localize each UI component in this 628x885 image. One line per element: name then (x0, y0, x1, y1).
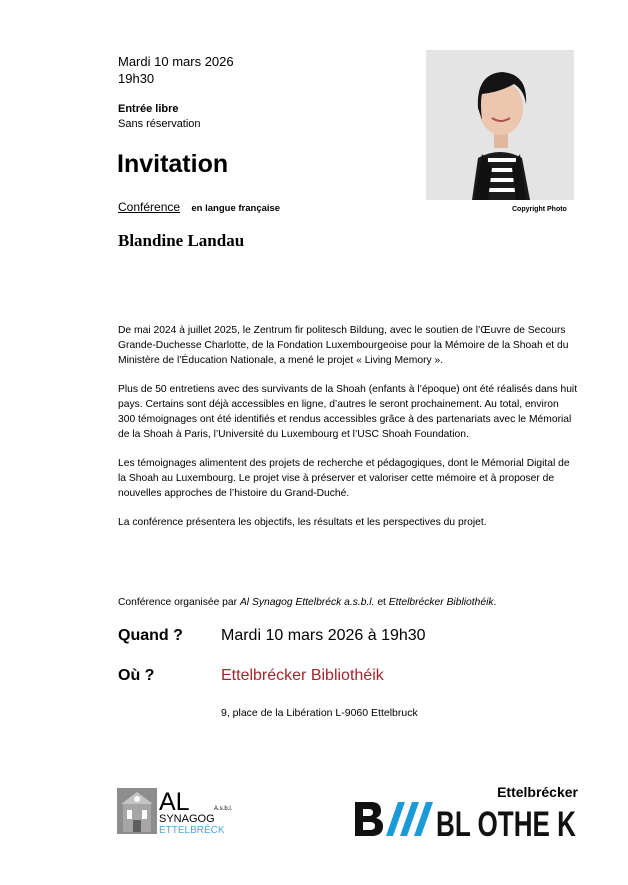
event-date: Mardi 10 mars 2026 (118, 54, 234, 69)
paragraph-4: La conférence présentera les objectifs, les résultats et les perspectives du projet. (118, 517, 487, 529)
speaker-name: Blandine Landau (118, 231, 245, 250)
when-value: Mardi 10 mars 2026 à 19h30 (221, 627, 426, 644)
conference-line (118, 200, 280, 214)
organizer-2: Ettelbrécker Bibliothéik (388, 597, 494, 608)
logo-bib-top-text: Ettelbrécker (497, 784, 578, 800)
logo-asbl-text: A.s.b.l. (214, 806, 233, 812)
entry-info (118, 102, 201, 132)
entry-label: Entrée libre (118, 103, 179, 115)
synagog-logo (117, 786, 233, 836)
reservation-label: Sans réservation (118, 118, 201, 130)
event-time: 19h30 (118, 71, 155, 86)
organizer-1: Al Synagog Ettelbréck a.s.b.l. (239, 597, 375, 608)
paragraph-2: Plus de 50 entretiens avec des survivants de la Shoah (enfants à l’époque) ont été réalisés dans huit pays. Certains sont déjà accessibles en ligne, d’autres le seront prochainement. Au total, environ 300 témoignages ont été identifiés et rendus accessibles grâce à des partenariats avec le Mémorial de la Shoah à Paris, l’Université du Luxembourg et l’USC Shoah Foundation. (118, 384, 578, 440)
venue-address: 9, place de la Libération L-9060 Ettelbruck (221, 707, 418, 719)
organizer-suffix: . (493, 597, 497, 608)
where-value: Ettelbrécker Bibliothéik (221, 667, 384, 684)
event-datetime (118, 53, 234, 87)
conference-language: en langue française (191, 203, 281, 214)
photo-credit: Copyright Photo (512, 206, 567, 213)
logo-bib-word-text: BL OTHE K (436, 805, 576, 844)
conference-label: Conférence (118, 200, 181, 214)
when-label: Quand ? (118, 627, 183, 644)
bibliothek-logo (352, 784, 580, 844)
logo-town-text: ETTELBRÉCK (159, 825, 225, 836)
speaker-photo (426, 50, 574, 200)
body-text (118, 324, 578, 546)
organizer-prefix: Conférence organisée par (118, 597, 240, 608)
where-label: Où ? (118, 667, 155, 684)
page-title: Invitation (117, 150, 229, 178)
paragraph-3: Les témoignages alimentent des projets de recherche et pédagogiques, dont le Mémorial Digital de la Shoah au Luxembourg. Le projet vise à préserver et valoriser cette mémoire et à proposer de nouvelles approches de l’histoire du Grand-Duché. (118, 458, 570, 499)
organizer-connector: et (374, 597, 389, 608)
paragraph-1: De mai 2024 à juillet 2025, le Zentrum fir politesch Bildung, avec le soutien de l’Œuvre de Secours Grande-Duchesse Charlotte, de la Fondation Luxembourgeoise pour la Mémoire de la Shoah et du Ministère de l’Éducation Nationale, a mené le projet « Living Memory ». (118, 325, 569, 366)
logo-al-text: AL (159, 788, 190, 816)
logo-synagog-text: SYNAGOG (159, 813, 215, 825)
organizer-line (118, 597, 496, 608)
